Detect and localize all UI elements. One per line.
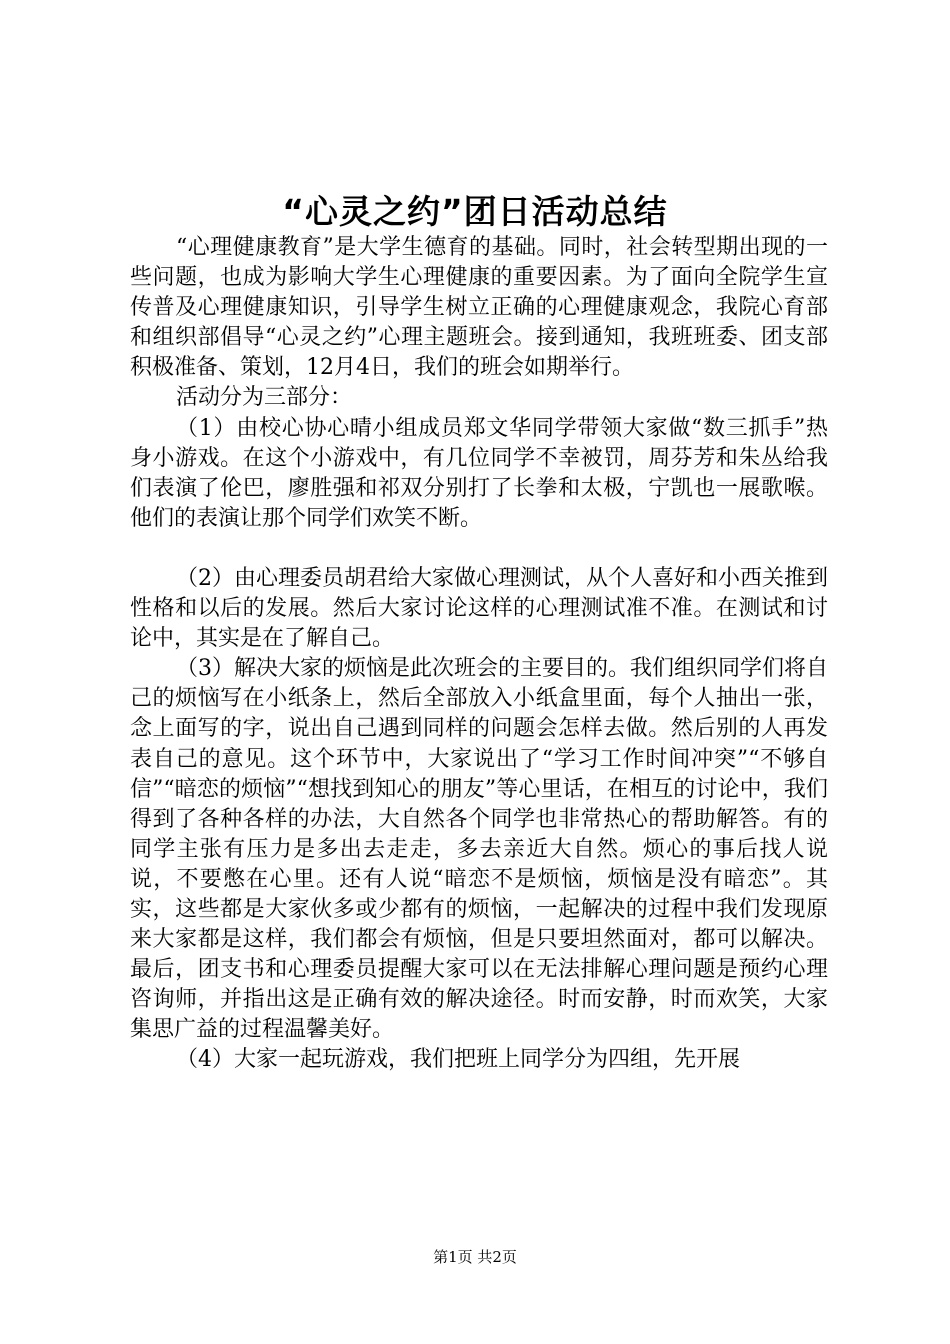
document-body [130, 233, 828, 1076]
document-title: “心灵之约”团日活动总结 [282, 192, 668, 231]
paragraph-intro: “心理健康教育”是大学生德育的基础。同时，社会转型期出现的一些问题，也成为影响大学生心理健康的重要因素。为了面向全院学生宣传普及心理健康知识，引导学生树立正确的心理健康观念，我院心育部和组织部倡导“心灵之约”心理主题班会。接到通知，我班班委、团支部积极准备、策划，12月4日，我们的班会如期举行。 [130, 235, 828, 381]
paragraph-part-4: （4）大家一起玩游戏，我们把班上同学分为四组，先开展 [176, 1047, 740, 1073]
paragraph-part-1: （1）由校心协心晴小组成员郑文华同学带领大家做“数三抓手”热身小游戏。在这个小游戏中，有几位同学不幸被罚，周芬芳和朱丛给我们表演了伦巴，廖胜强和祁双分别打了长拳和太极，宁凯也一展歌喉。他们的表演让那个同学们欢笑不断。 [130, 415, 828, 531]
page-footer: 第1页 共2页 [433, 1248, 517, 1266]
paragraph-part-3: （3）解决大家的烦恼是此次班会的主要目的。我们组织同学们将自己的烦恼写在小纸条上，然后全部放入小纸盒里面，每个人抽出一张，念上面写的字，说出自己遇到同样的问题会怎样去做。然后别的人再发表自己的意见。这个环节中，大家说出了“学习工作时间冲突”“不够自信”“暗恋的烦恼”“想找到知心的朋友”等心里话，在相互的讨论中，我们得到了各种各样的办法，大自然各个同学也非常热心的帮助解答。有的同学主张有压力是多出去走走，多去亲近大自然。烦心的事后找人说说，不要憋在心里。还有人说“暗恋不是烦恼，烦恼是没有暗恋”。其实，这些都是大家伙多或少都有的烦恼，一起解决的过程中我们发现原来大家都是这样，我们都会有烦恼，但是只要坦然面对，都可以解决。最后，团支书和心理委员提醒大家可以在无法排解心理问题是预约心理咨询师，并指出这是正确有效的解决途径。时而安静，时而欢笑，大家集思广益的过程温馨美好。 [130, 656, 828, 1043]
paragraph-part-2: （2）由心理委员胡君给大家做心理测试，从个人喜好和小西关推到性格和以后的发展。然后大家讨论这样的心理测试准不准。在测试和讨论中，其实是在了解自己。 [130, 565, 828, 652]
paragraph-overview: 活动分为三部分： [176, 385, 353, 411]
